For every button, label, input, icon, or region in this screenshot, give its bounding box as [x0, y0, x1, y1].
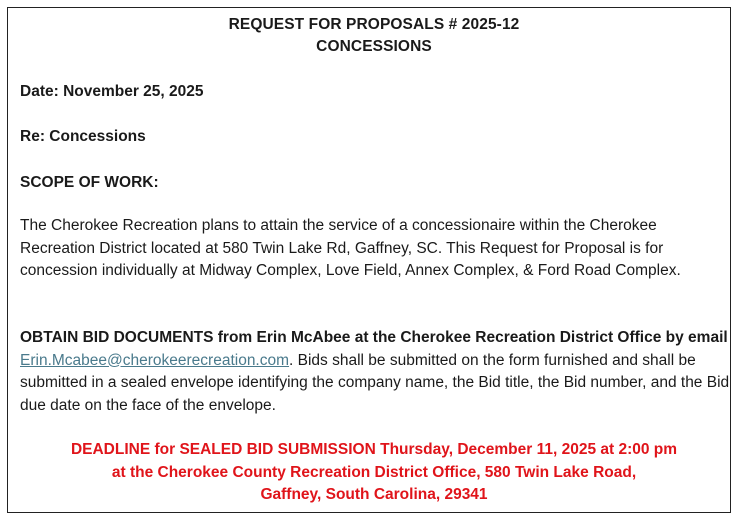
email-link[interactable]: Erin.Mcabee@cherokeerecreation.com — [20, 351, 290, 369]
deadline-notice — [0, 439, 748, 507]
rfp-subtitle: CONCESSIONS — [316, 38, 432, 55]
re-line: Re: Concessions — [20, 128, 146, 145]
rfp-title: REQUEST FOR PROPOSALS # 2025-12 — [228, 16, 520, 33]
obtain-rest-text: . Bids shall be submitted on the form furnished and shall be submitted in a sealed envelope identifying the company name, the Bid title, the Bid number, and the Bid due date on the face of the envelope. — [20, 351, 730, 414]
scope-heading: SCOPE OF WORK: — [20, 174, 159, 191]
deadline-line-1: DEADLINE for SEALED BID SUBMISSION Thursday, December 11, 2025 at 2:00 pm — [70, 441, 678, 458]
scope-paragraph: The Cherokee Recreation plans to attain the service of a concessionaire within the Cherokee Recreation District located at 580 Twin Lake Rd, Gaffney, SC. This Request for Proposal is for concession individually at Midway Complex, Love Field, Annex Complex, & Ford Road Complex. — [20, 217, 681, 279]
deadline-line-2: at the Cherokee County Recreation District Office, 580 Twin Lake Road, — [111, 463, 637, 481]
date-line: Date: November 25, 2025 — [20, 83, 204, 100]
deadline-line-3: Gaffney, South Carolina, 29341 — [260, 486, 488, 503]
obtain-paragraph — [20, 327, 732, 417]
obtain-bold-text: OBTAIN BID DOCUMENTS from Erin McAbee at the Cherokee Recreation District Office by email — [20, 329, 728, 346]
